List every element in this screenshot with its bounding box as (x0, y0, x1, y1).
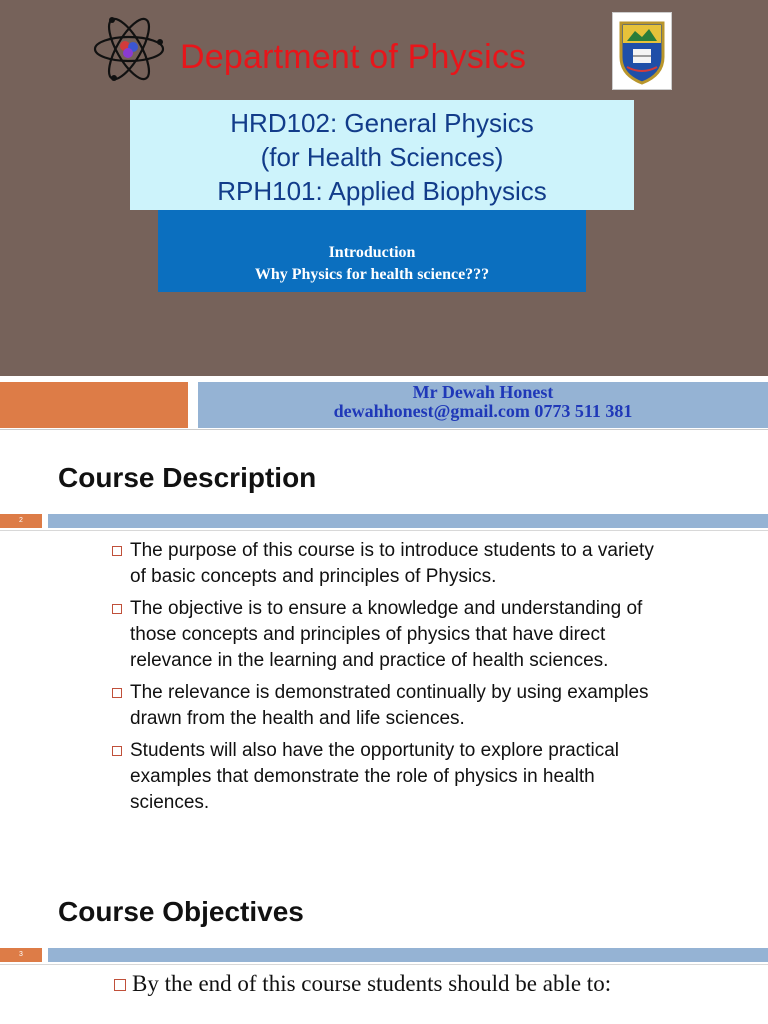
slide3-blue-bar (48, 948, 768, 962)
bullet-text: By the end of this course students should be able to: (132, 971, 612, 996)
title-slide (0, 0, 768, 376)
course-line-2: (for Health Sciences) (260, 142, 504, 172)
slide3-header-bar (0, 948, 768, 962)
slide2-rule (0, 530, 768, 531)
square-bullet-icon (112, 746, 122, 756)
square-bullet-icon (112, 546, 122, 556)
list-item (110, 596, 670, 674)
course-objectives-list (112, 970, 672, 998)
intro-line-1: Introduction (328, 244, 416, 261)
slide2-page-number: 2 (0, 514, 42, 528)
slide3-rule (0, 964, 768, 965)
course-description-list (110, 538, 670, 822)
intro-box (158, 210, 586, 292)
presenter-contact: dewahhonest@gmail.com 0773 511 381 (333, 401, 633, 421)
course-description-heading: Course Description (58, 462, 317, 493)
list-item (112, 970, 672, 998)
course-line-3: RPH101: Applied Biophysics (217, 176, 547, 206)
bullet-text: The objective is to ensure a knowledge and understanding of those concepts and principles of physics that have direct relevance in the learning and practice of health sciences. (130, 598, 643, 671)
atom-icon (92, 12, 166, 86)
bullet-text: Students will also have the opportunity to explore practical examples that demonstrate the role of physics in health sciences. (130, 740, 619, 813)
square-bullet-icon (112, 688, 122, 698)
bullet-text: The purpose of this course is to introduce students to a variety of basic concepts and principles of Physics. (130, 540, 654, 587)
course-line-1: HRD102: General Physics (230, 108, 534, 138)
presenter-name: Mr Dewah Honest (412, 382, 554, 402)
square-bullet-icon (114, 979, 126, 991)
crest-icon (613, 13, 671, 89)
course-title-box (130, 100, 634, 210)
list-item (110, 680, 670, 732)
slide2-blue-bar (48, 514, 768, 528)
slide2-header-bar (0, 514, 768, 528)
slide-divider (0, 429, 768, 430)
list-item (110, 538, 670, 590)
presenter-block (198, 382, 768, 428)
course-objectives-heading: Course Objectives (58, 896, 304, 927)
bullet-text: The relevance is demonstrated continually by using examples drawn from the health and life sciences. (130, 682, 649, 729)
intro-line-2: Why Physics for health science??? (254, 266, 490, 283)
slide3-page-number: 3 (0, 948, 42, 962)
footer-orange-block (0, 382, 188, 428)
square-bullet-icon (112, 604, 122, 614)
department-title: Department of Physics (180, 38, 527, 76)
list-item (110, 738, 670, 816)
university-crest (612, 12, 672, 90)
